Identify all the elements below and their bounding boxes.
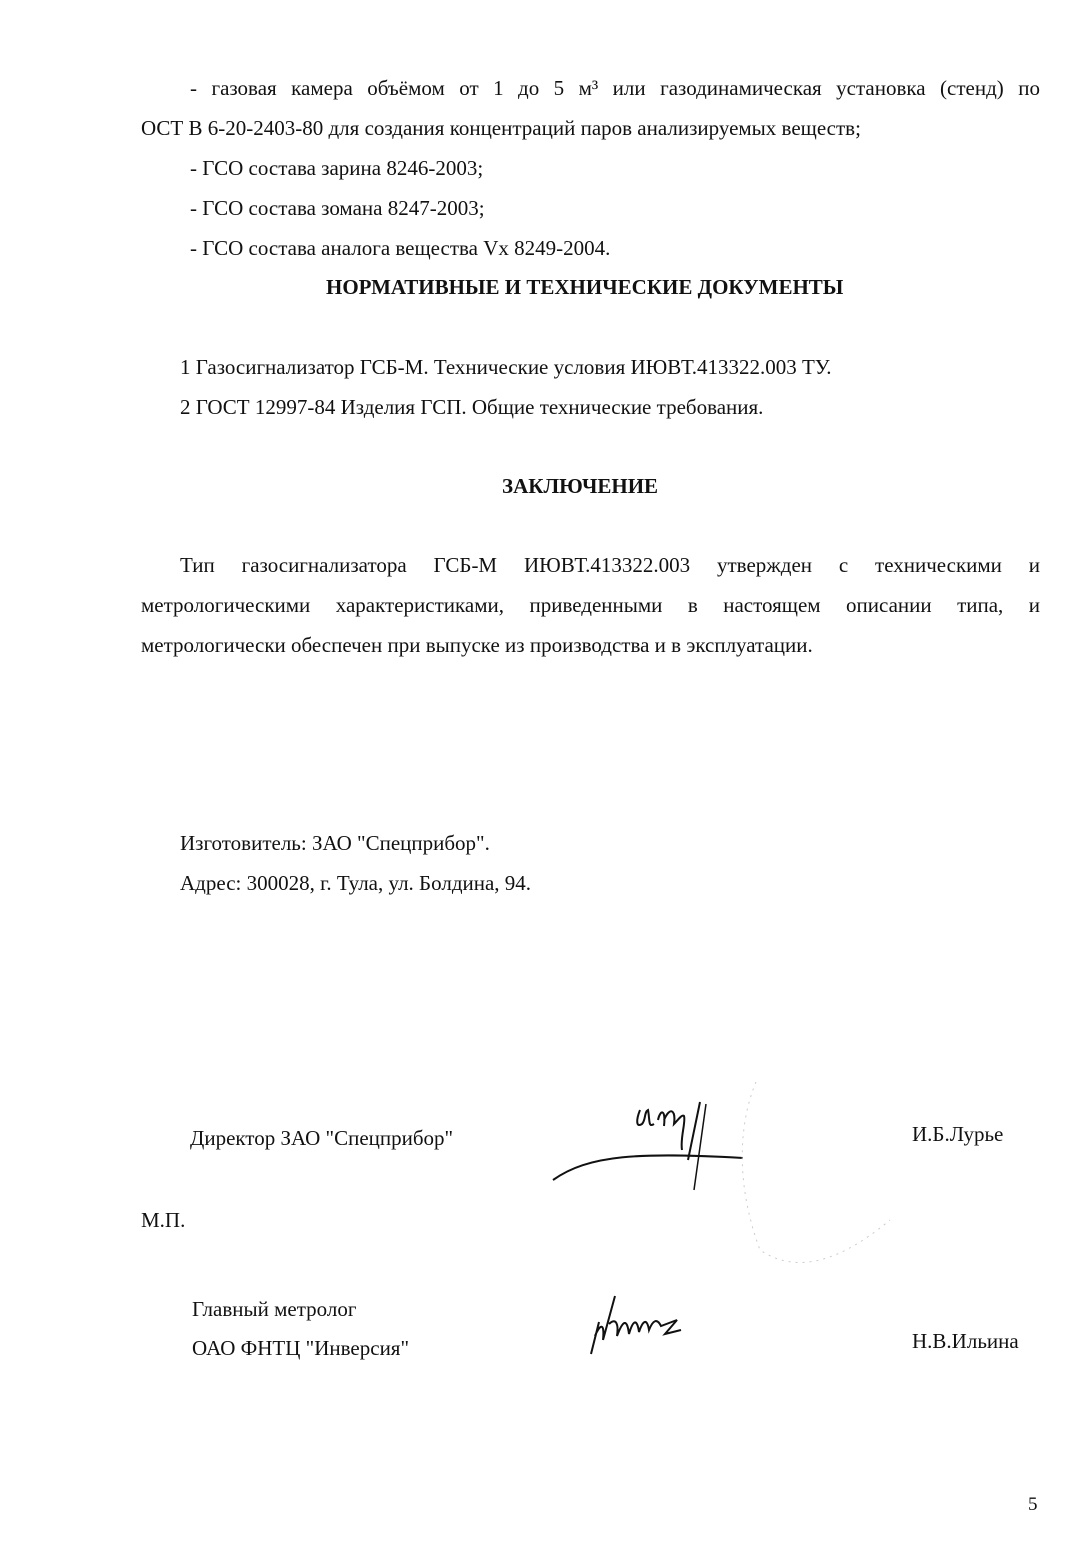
equipment-item-soman-gso: - ГСО состава зомана 8247-2003; [190,196,485,220]
metrologist-signature-icon [585,1290,695,1362]
conclusion-line-2: метрологическими характеристиками, приведенными в настоящем описании типа, и [141,593,1040,617]
conclusion-heading: ЗАКЛЮЧЕНИЕ [502,474,659,498]
normative-doc-item-1: 1 Газосигнализатор ГСБ-М. Технические условия ИЮВТ.413322.003 ТУ. [180,355,832,379]
conclusion-line-3: метрологически обеспечен при выпуске из производства и в эксплуатации. [141,633,813,657]
equipment-item-sarin-gso: - ГСО состава зарина 8246-2003; [190,156,484,180]
equipment-item-vx-gso: - ГСО состава аналога вещества Vx 8249-2004. [190,236,611,260]
director-title: Директор ЗАО "Спецприбор" [190,1126,454,1150]
stamp-place-label: М.П. [141,1208,186,1232]
equipment-item-gas-chamber-line2: ОСТ В 6-20-2403-80 для создания концентраций паров анализируемых веществ; [141,116,861,140]
equipment-item-gas-chamber-line1: - газовая камера объёмом от 1 до 5 м³ или газодинамическая установка (стенд) по [190,76,1040,100]
metrologist-name: Н.В.Ильина [912,1329,1019,1353]
normative-documents-heading: НОРМАТИВНЫЕ И ТЕХНИЧЕСКИЕ ДОКУМЕНТЫ [326,275,844,299]
conclusion-paragraph [141,545,1040,665]
manufacturer-line: Изготовитель: ЗАО "Спецприбор". [180,831,490,855]
normative-doc-item-2: 2 ГОСТ 12997-84 Изделия ГСП. Общие технические требования. [180,395,764,419]
conclusion-line-1: Тип газосигнализатора ГСБ-М ИЮВТ.413322.003 утвержден с техническими и [180,553,1040,577]
metrologist-title-line1: Главный метролог [192,1297,357,1321]
metrologist-title-line2: ОАО ФНТЦ "Инверсия" [192,1336,410,1360]
page-number: 5 [1028,1494,1038,1515]
stamp-trace-icon [720,1080,900,1280]
address-line: Адрес: 300028, г. Тула, ул. Болдина, 94. [180,871,532,895]
director-name: И.Б.Лурье [912,1122,1004,1146]
